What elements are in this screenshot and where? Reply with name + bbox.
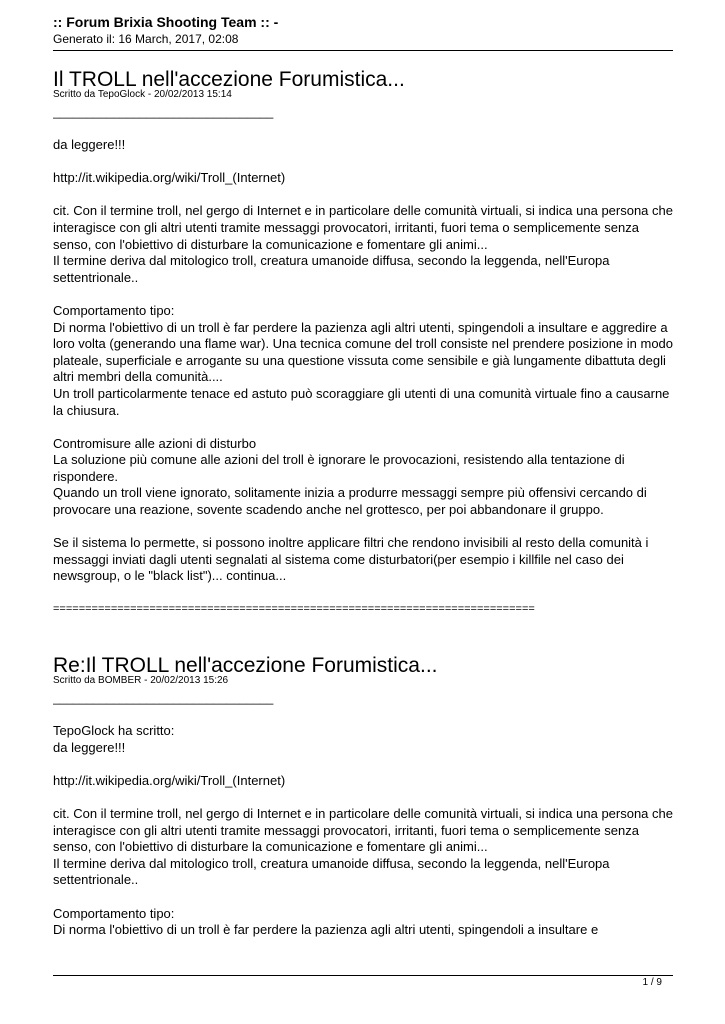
post-paragraph: Contromisure alle azioni di disturbo La soluzione più comune alle azioni del troll è ignorare le provocazioni, resistendo alla tentazione di rispondere. Quando un troll viene ignorato, solitamente inizia a produrre messaggi sempre più offensivi cercando di provocare una reazione, sovente scadendo anche nel grottesco, per poi abbandonare il gruppo. — [53, 435, 647, 518]
post-separator: =========================================================================== — [53, 602, 535, 615]
post-link[interactable]: http://it.wikipedia.org/wiki/Troll_(Internet) — [53, 772, 286, 788]
post-underline: _________________________________ — [53, 691, 274, 705]
site-title: :: Forum Brixia Shooting Team :: - — [53, 14, 279, 30]
post-meta: Scritto da BOMBER - 20/02/2013 15:26 — [53, 675, 229, 686]
post-paragraph: cit. Con il termine troll, nel gergo di Internet e in particolare delle comunità virtuali, si indica una persona che interagisce con gli altri utenti tramite messaggi provocatori, irritanti, fuori tema o semplicemente senza senso, con l'obiettivo di disturbare la comunicazione e fomentare gli animi... Il termine deriva dal mitologico troll, creatura umanoide diffusa, secondo la leggenda, nell'Europa settentrionale.. — [53, 805, 673, 888]
post-paragraph: Comportamento tipo: Di norma l'obiettivo di un troll è far perdere la pazienza agli altri utenti, spingendoli a insultare e — [53, 905, 599, 938]
post-quote: TepoGlock ha scritto: da leggere!!! — [53, 723, 175, 755]
post-paragraph: cit. Con il termine troll, nel gergo di Internet e in particolare delle comunità virtuali, si indica una persona che interagisce con gli altri utenti tramite messaggi provocatori, irritanti, fuori tema o semplicemente senza senso, con l'obiettivo di disturbare la comunicazione e fomentare gli animi... Il termine deriva dal mitologico troll, creatura umanoide diffusa, secondo la leggenda, nell'Europa settentrionale.. — [53, 203, 673, 285]
post-body — [53, 137, 678, 585]
post-title: Re:Il TROLL nell'accezione Forumistica... — [53, 654, 438, 677]
post-body — [53, 723, 678, 939]
post-meta: Scritto da TepoGlock - 20/02/2013 15:14 — [53, 89, 232, 100]
post-link[interactable]: http://it.wikipedia.org/wiki/Troll_(Internet) — [53, 170, 286, 186]
post-title: Il TROLL nell'accezione Forumistica... — [53, 68, 405, 91]
post-paragraph: Se il sistema lo permette, si possono inoltre applicare filtri che rendono invisibili al resto della comunità i messaggi inviati dagli utenti segnalati al sistema come disturbatori(per esempio i killfile nel caso dei newsgroup, o le "black list")... continua... — [53, 535, 649, 584]
forum-post — [53, 68, 678, 616]
footer-divider — [53, 975, 673, 976]
header-divider — [53, 50, 673, 51]
post-underline: _________________________________ — [53, 105, 274, 119]
generated-date: Generato il: 16 March, 2017, 02:08 — [53, 32, 239, 46]
page-number: 1 / 9 — [642, 977, 662, 988]
document-header — [53, 14, 673, 47]
forum-post — [53, 654, 678, 955]
post-paragraph: Comportamento tipo: Di norma l'obiettivo di un troll è far perdere la pazienza agli altri utenti, spingendoli a insultare e aggredire a loro volta (generando una flame war). Una tecnica comune del troll consiste nel prendere posizione in modo plateale, superficiale e arrogante su una questione vissuta come sensibile e già lungamente dibattuta degli altri membri della comunità.... Un troll particolarmente tenace ed astuto può scoraggiare gli utenti di una comunità virtuale fino a causarne la chiusura. — [53, 302, 674, 418]
post-paragraph: da leggere!!! — [53, 137, 126, 152]
